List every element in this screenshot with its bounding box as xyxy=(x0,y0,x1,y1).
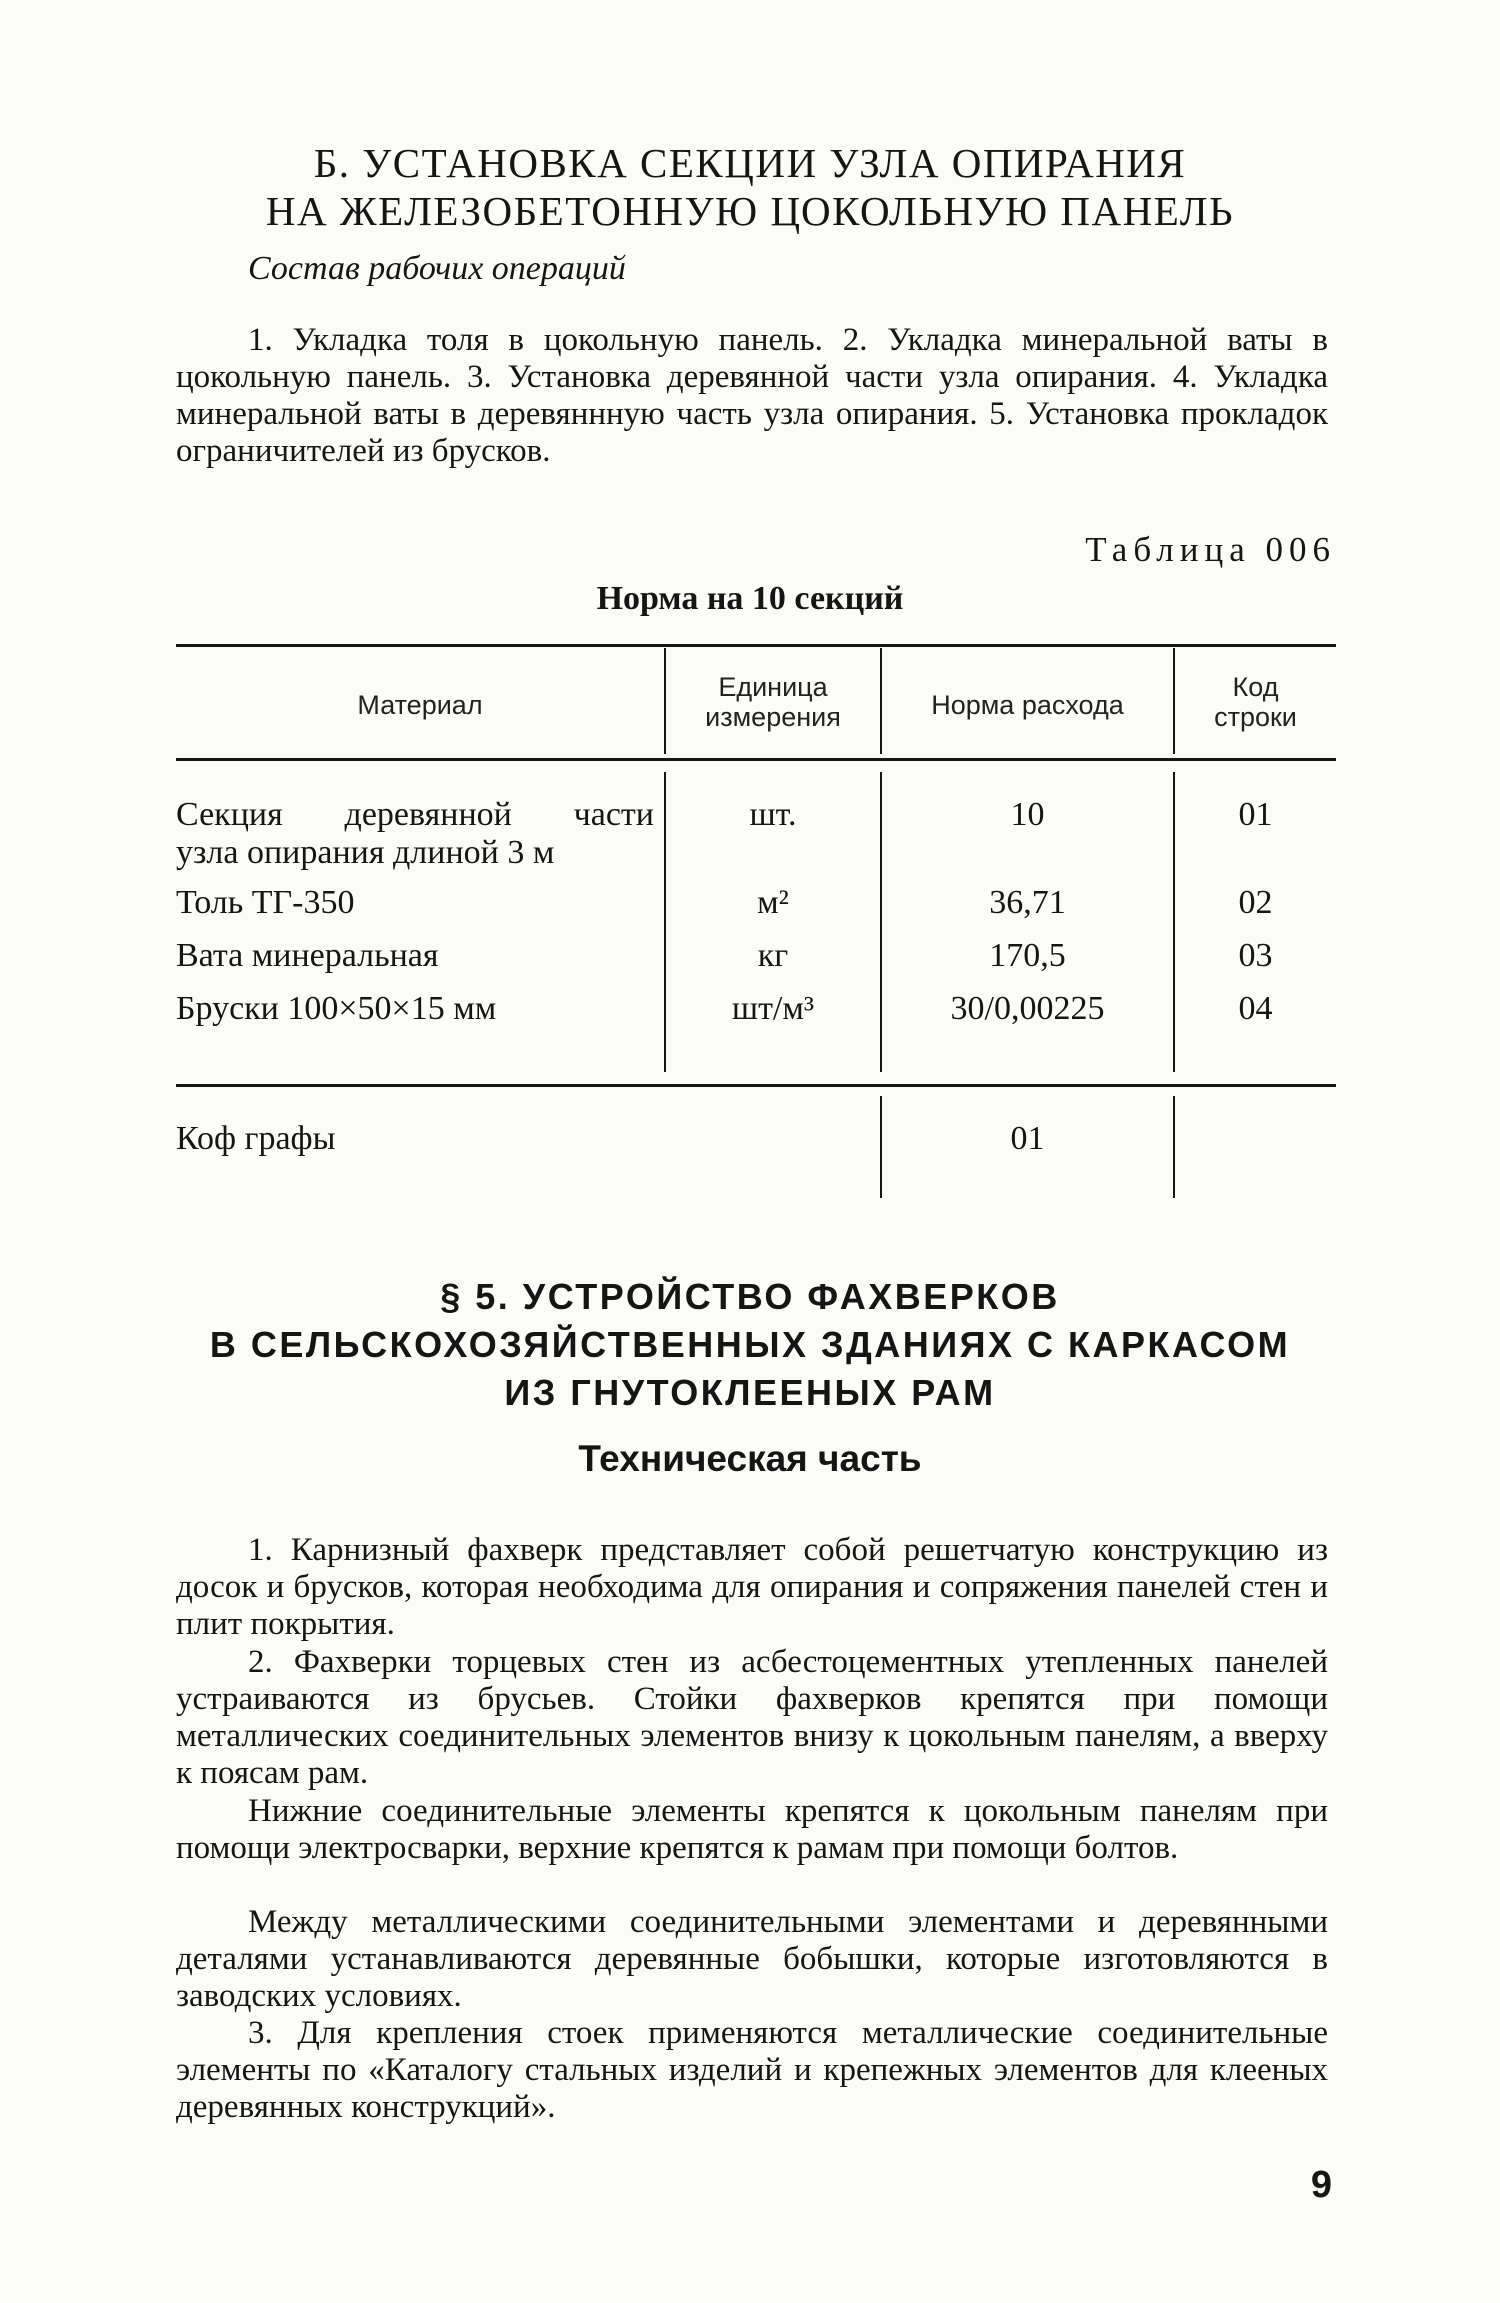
table-number-label: Таблица 006 xyxy=(1085,530,1336,569)
norm-cell: 10 xyxy=(1010,796,1045,833)
material-cell: Секция деревянной части xyxy=(176,796,654,833)
header-norm: Норма расхода xyxy=(931,690,1124,720)
material-cell: Бруски 100×50×15 мм xyxy=(176,990,497,1027)
section-5-title-line1: § 5. УСТРОЙСТВО ФАХВЕРКОВ xyxy=(440,1276,1060,1317)
unit-cell: кг xyxy=(757,937,789,974)
tech-paragraph-3: Нижние соединительные элементы крепятся к цокольным панелям при помощи электросварки, верхние крепятся к рамам при помощи болтов. xyxy=(176,1793,1328,1866)
table-top-rule xyxy=(176,644,1336,647)
footer-label: Коф графы xyxy=(176,1120,336,1157)
code-cell: 01 xyxy=(1238,796,1273,833)
code-cell: 03 xyxy=(1238,937,1273,974)
table-header-rule xyxy=(176,758,1336,761)
tech-paragraph-5: 3. Для крепления стоек применяются металлические соединительные элементы по «Каталогу стальных изделий и крепежных элементов для клееных деревянных конструкций». xyxy=(176,2015,1328,2125)
code-cell: 04 xyxy=(1238,990,1273,1027)
unit-cell: шт. xyxy=(749,796,797,833)
section-5-title-line2: В СЕЛЬСКОХОЗЯЙСТВЕННЫХ ЗДАНИЯХ С КАРКАСОМ xyxy=(209,1324,1291,1365)
section-5-title-line3: ИЗ ГНУТОКЛЕЕНЫХ РАМ xyxy=(504,1372,996,1413)
tech-paragraph-4: Между металлическими соединительными элементами и деревянными деталями устанавливаются деревянные бобышки, которые изготовляются в заводских условиях. xyxy=(176,1904,1328,2014)
norm-cell: 30/0,00225 xyxy=(950,990,1105,1027)
section-b-title-line2: НА ЖЕЛЕЗОБЕТОННУЮ ЦОКОЛЬНУЮ ПАНЕЛЬ xyxy=(265,188,1235,234)
header-code-line1: Код xyxy=(1232,672,1279,702)
section-b-title-line1: Б. УСТАНОВКА СЕКЦИИ УЗЛА ОПИРАНИЯ xyxy=(313,140,1187,186)
header-material: Материал xyxy=(357,690,483,720)
unit-cell: шт/м³ xyxy=(731,990,815,1027)
material-cell: Вата минеральная xyxy=(176,937,439,974)
norm-cell: 170,5 xyxy=(989,937,1066,974)
tech-paragraph-1: 1. Карнизный фахверк представляет собой решетчатую конструкцию из досок и брусков, которая необходима для опирания и сопряжения панелей стен и плит покрытия. xyxy=(176,1532,1328,1642)
material-cell-continuation: узла опирания длиной 3 м xyxy=(176,834,555,871)
operations-paragraph: 1. Укладка толя в цокольную панель. 2. Укладка минеральной ваты в цокольную панель. 3. Установка деревянной части узла опирания. 4. Укладка минеральной ваты в деревяннную часть узла опирания. 5. Установка прокладок ограничителей из брусков. xyxy=(176,322,1328,469)
header-unit-line1: Единица xyxy=(718,672,828,702)
material-cell: Толь ТГ-350 xyxy=(176,884,355,921)
code-cell: 02 xyxy=(1238,884,1273,921)
table-caption: Норма на 10 секций xyxy=(596,580,904,617)
table-body-bottom-rule xyxy=(176,1084,1336,1087)
technical-part-heading: Техническая часть xyxy=(578,1438,922,1479)
page-number: 9 xyxy=(1310,2164,1332,2206)
header-unit-line2: измерения xyxy=(705,702,841,732)
operations-subtitle: Состав рабочих операций xyxy=(248,250,626,287)
header-code-line2: строки xyxy=(1214,702,1297,732)
footer-divider-2 xyxy=(1173,1096,1175,1198)
footer-value: 01 xyxy=(1010,1120,1045,1157)
unit-cell: м² xyxy=(757,884,789,921)
tech-paragraph-2: 2. Фахверки торцевых стен из асбестоцементных утепленных панелей устраиваются из брусьев. Стойки фахверков крепятся при помощи металлических соединительных элементов внизу к цокольным панелям, а вверху к поясам рам. xyxy=(176,1644,1328,1791)
norm-cell: 36,71 xyxy=(989,884,1066,921)
